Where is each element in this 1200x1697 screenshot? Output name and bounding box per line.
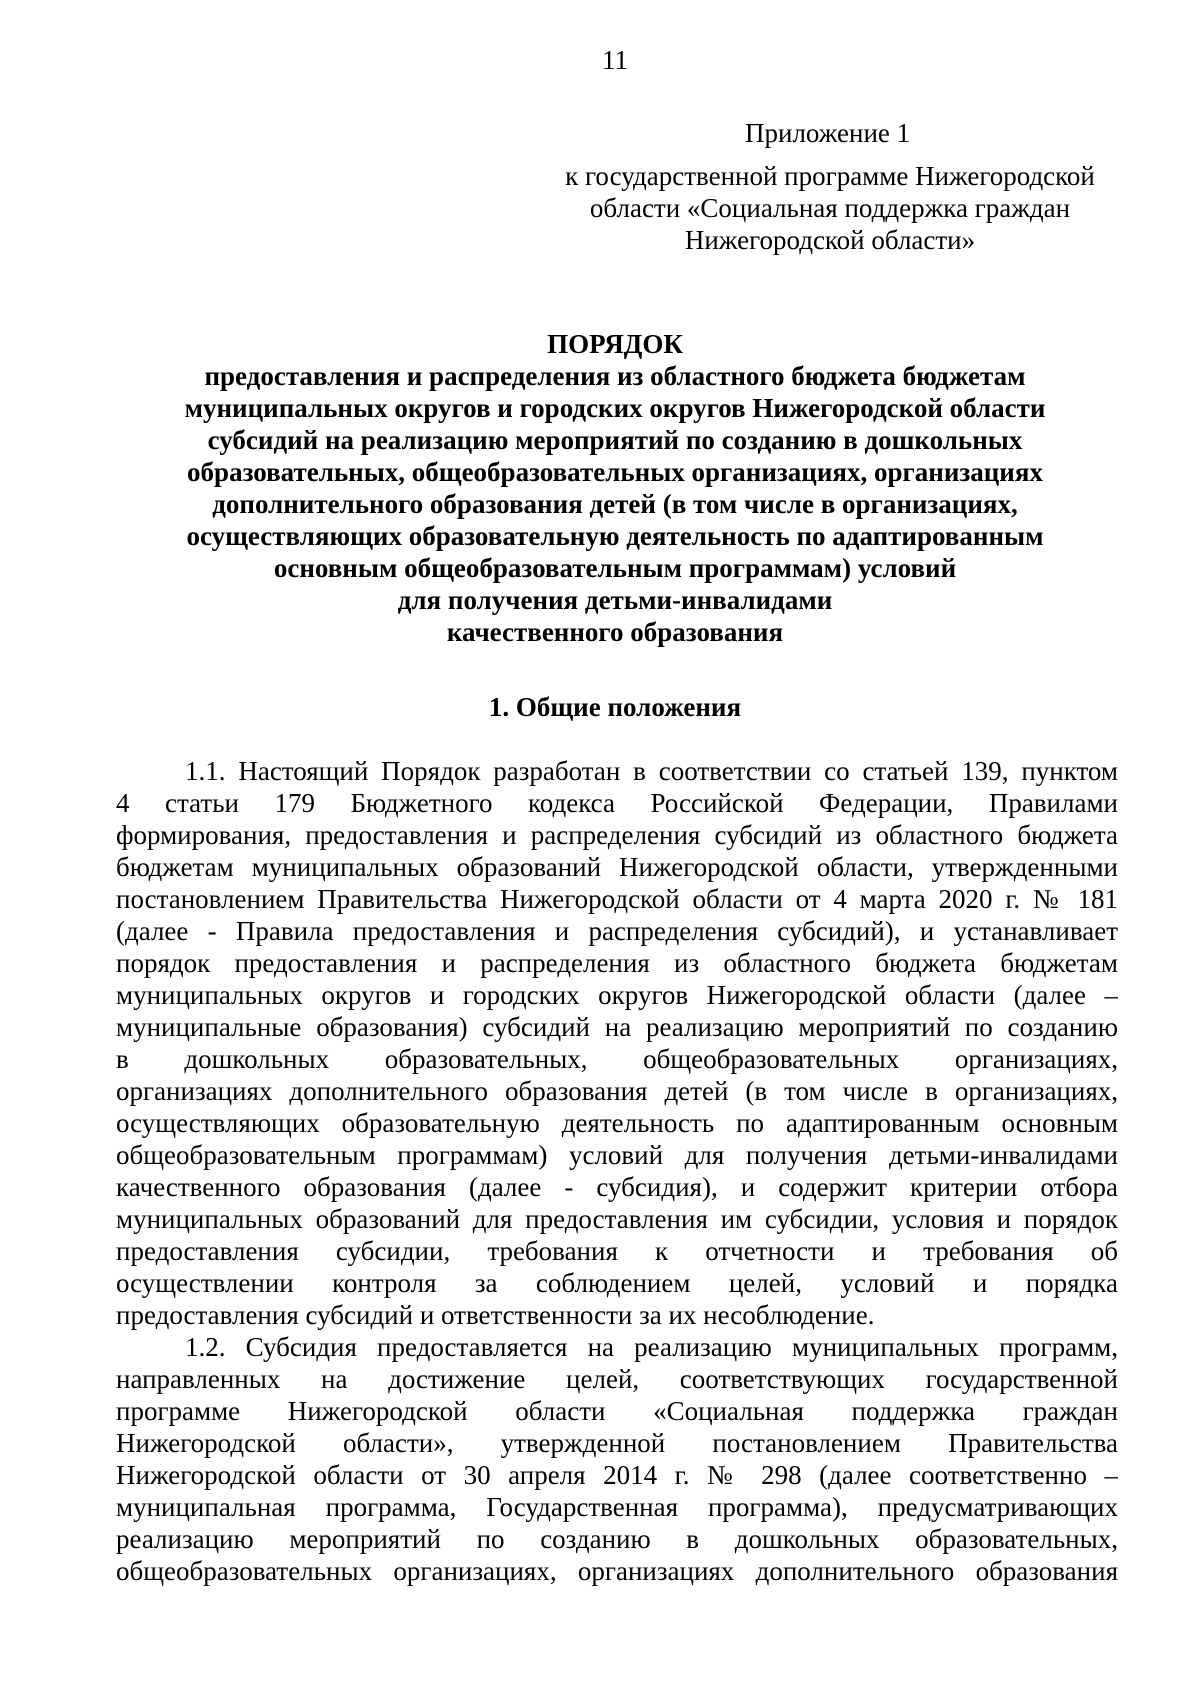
paragraph-line: реализацию мероприятий по созданию в дошкольных образовательных, [116, 1524, 1118, 1554]
appendix-reference-line: Нижегородской области» [684, 225, 976, 255]
appendix-title: Приложение 1 [745, 118, 911, 148]
paragraph-line: муниципальная программа, Государственная программа), предусматривающих [116, 1492, 1118, 1522]
paragraph-line: формирования, предоставления и распределения субсидий из областного бюджета [116, 820, 1118, 850]
paragraph-line: постановлением Правительства Нижегородской области от 4 марта 2020 г. № 181 [116, 884, 1118, 914]
paragraph-line: программе Нижегородской области «Социальная поддержка граждан [116, 1396, 1118, 1426]
paragraph-line: предоставления субсидии, требования к отчетности и требования об [116, 1236, 1118, 1266]
paragraph-1-1 [116, 755, 1118, 1331]
page-number: 11 [602, 45, 628, 75]
paragraph-line: Нижегородской области», утвержденной постановлением Правительства [116, 1428, 1118, 1458]
subheading-line: основным общеобразовательным программам) условий [273, 553, 957, 583]
paragraph-line: организациях дополнительного образования детей (в том числе в организациях, [116, 1076, 1118, 1106]
paragraph-line: Нижегородской области от 30 апреля 2014 г. № 298 (далее соответственно – [116, 1460, 1118, 1490]
paragraph-line: общеобразовательным программам) условий для получения детьми-инвалидами [116, 1140, 1118, 1170]
appendix-reference-line: области «Социальная поддержка граждан [589, 193, 1071, 223]
appendix-reference-line: к государственной программе Нижегородской [565, 161, 1095, 191]
paragraph-line: осуществлении контроля за соблюдением целей, условий и порядка [116, 1268, 1118, 1298]
document-heading: ПОРЯДОК [547, 329, 683, 359]
paragraph-1-2 [116, 1331, 1118, 1587]
subheading-line: образовательных, общеобразовательных организациях, организациях [187, 457, 1043, 487]
paragraph-line: (далее - Правила предоставления и распределения субсидий), и устанавливает [116, 916, 1118, 946]
paragraph-line: муниципальные образования) субсидий на реализацию мероприятий по созданию [116, 1012, 1118, 1042]
subheading-line: качественного образования [446, 617, 784, 647]
paragraph-line: качественного образования (далее - субсидия), и содержит критерии отбора [116, 1172, 1118, 1202]
document-subheading [0, 360, 1200, 648]
paragraph-line: 1.1. Настоящий Порядок разработан в соответствии со статьей 139, пунктом [185, 756, 1118, 786]
paragraph-line: муниципальных образований для предоставления им субсидии, условия и порядок [116, 1204, 1118, 1234]
subheading-line: дополнительного образования детей (в том числе в организациях, [212, 489, 1018, 519]
subheading-line: предоставления и распределения из областного бюджета бюджетам [204, 361, 1026, 391]
subheading-line: субсидий на реализацию мероприятий по созданию в дошкольных [207, 425, 1023, 455]
subheading-line: для получения детьми-инвалидами [397, 585, 833, 615]
paragraph-line: 4 статьи 179 Бюджетного кодекса Российской Федерации, Правилами [116, 788, 1118, 818]
paragraph-line: предоставления субсидий и ответственности за их несоблюдение. [116, 1300, 875, 1330]
paragraph-line: общеобразовательных организациях, организациях дополнительного образования [116, 1556, 1118, 1586]
paragraph-line: направленных на достижение целей, соответствующих государственной [116, 1364, 1118, 1394]
paragraph-line: бюджетам муниципальных образований Нижегородской области, утвержденными [116, 852, 1118, 882]
section-title: 1. Общие положения [488, 692, 742, 722]
paragraph-line: в дошкольных образовательных, общеобразовательных организациях, [116, 1044, 1118, 1074]
paragraph-line: порядок предоставления и распределения из областного бюджета бюджетам [116, 948, 1118, 978]
paragraph-line: осуществляющих образовательную деятельность по адаптированным основным [116, 1108, 1118, 1138]
subheading-line: муниципальных округов и городских округов Нижегородской области [184, 393, 1046, 423]
appendix-reference [540, 160, 1120, 256]
paragraph-line: 1.2. Субсидия предоставляется на реализацию муниципальных программ, [185, 1332, 1118, 1362]
subheading-line: осуществляющих образовательную деятельность по адаптированным [186, 521, 1044, 551]
paragraph-line: муниципальных округов и городских округов Нижегородской области (далее – [116, 980, 1118, 1010]
